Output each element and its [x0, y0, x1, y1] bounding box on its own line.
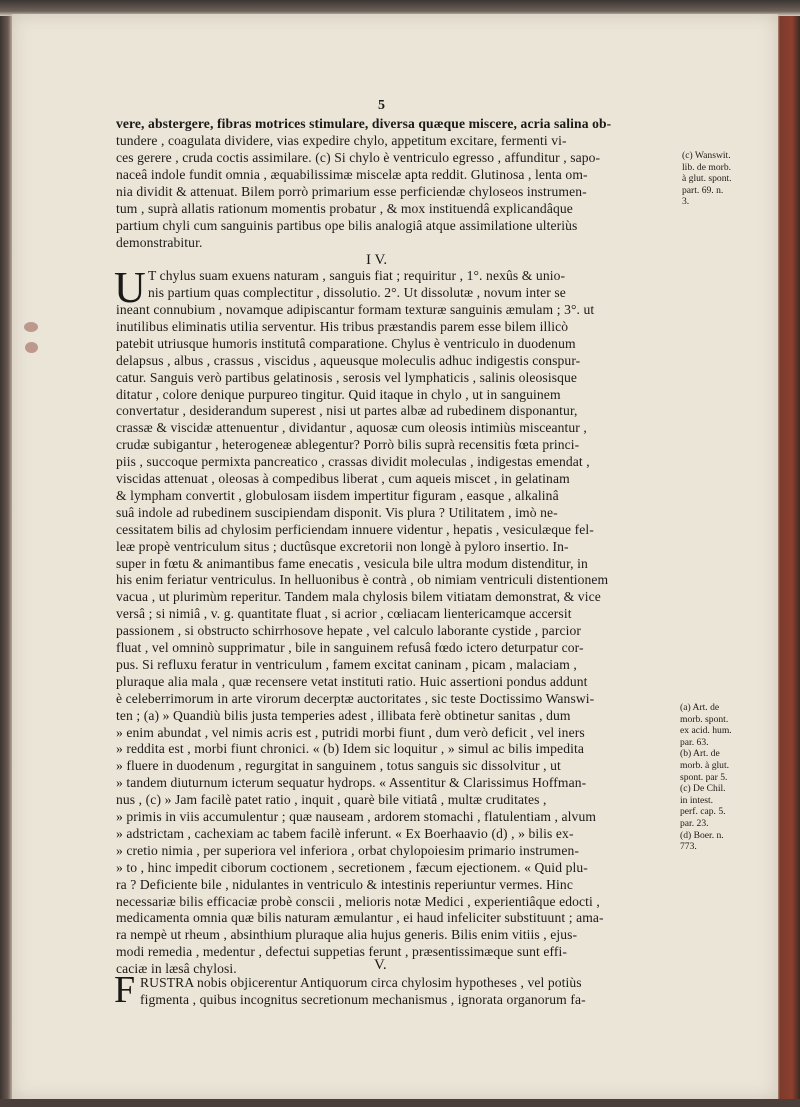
text-line: nis partium quas complectitur , dissolutio. 2°. Ut dissolutæ , novum inter se: [148, 285, 566, 300]
margin-note-line: (b) Art. de: [680, 748, 720, 760]
text-line: ten ; (a) » Quandiù bilis justa temperies adest , illibata ferè obtinetur sanitas , dum: [116, 707, 571, 723]
text-line: pluraque alia mala , quæ recensere vetat instituti ratio. Huic assertioni pondus addunt: [116, 673, 588, 689]
drop-cap-u: U: [114, 263, 146, 312]
text-line: » fluere in duodenum , regurgitat in sanguinem , totus sanguis sic dissolvitur , ut: [116, 758, 561, 774]
text-line: ineant connubium , novamque adipiscantur formam texturæ sanguinis æmulam ; 3°. ut: [116, 302, 595, 317]
text-line: » reddita est , morbi fiunt chronici. « (b) Idem sic loquitur , » simul ac bilis impedita: [116, 741, 584, 757]
text-line: ra nempè ut rheum , absinthium pluraque alia hujus generis. Bilis enim vitiis , ejus-: [116, 927, 578, 943]
text-line: his enim feriatur ventriculus. In helluonibus è contrà , ob nimiam ventriculi distentionem: [116, 572, 609, 588]
stain-mark: [25, 342, 38, 353]
text-line: » adstrictam , cachexiam ac tabem facilè inferunt. « Ex Boerhaavio (d) , » bilis ex-: [116, 825, 574, 841]
text-line: demonstrabitur.: [116, 235, 203, 250]
text-line: versâ ; si nimiâ , v. g. quantitate fluat , si acrior , cœliacam lientericamque accersit: [116, 606, 572, 622]
text-line: tundere , coagulata dividere, vias expedire chylo, appetitum excitare, fermenti vi-: [116, 133, 567, 148]
text-line: » tandem diuturnum icterum sequatur hydrops. « Assentitur & Clarissimus Hoffman-: [116, 775, 587, 791]
margin-note-line: perf. cap. 5.: [680, 806, 726, 818]
text-line: inutilibus eliminatis utilia serventur. His tribus præstandis parem esse bilem illicò: [116, 318, 569, 334]
text-line: fluat , vel omninò supprimatur , bile in sanguinem refusâ fœdo ictero deturpatur cor-: [116, 640, 584, 655]
text-line: convertatur , desiderandum superest , nisi ut partes albæ ad rubedinem disponantur,: [116, 403, 578, 419]
margin-note-line: (d) Boer. n.: [680, 829, 724, 841]
text-line: leæ propè ventriculum situs ; ductûsque excretorii non longè à pyloro insertio. In-: [116, 538, 569, 554]
text-line: » primis in viis accumulentur ; quæ nauseam , ardorem stomachi , flatulentiam , alvum: [116, 809, 597, 824]
text-line: passionem , si obstructo schirrhosove hepate , vel calculo laborante cystide , parcior: [116, 623, 581, 639]
stain-mark: [24, 322, 38, 332]
text-line: patebit utriusque humoris institutâ comparatione. Chylus è ventriculo in duodenum: [116, 335, 576, 351]
text-line: ra ? Deficiente bile , nidulantes in ventriculo & intestinis reperiuntur vermes. Hinc: [116, 876, 573, 892]
margin-note-line: à glut. spont.: [682, 173, 732, 185]
text-line: partium chyli cum sanguinis partibus ope bilis analogiâ atque assimilatione ulteriùs: [116, 218, 578, 233]
text-line: necessariæ bilis efficaciæ probè conscii , melioris notæ Medici , experientiâque edocti ,: [116, 893, 600, 909]
text-line: modi remedia , medentur , defectui suppetias ferunt , præsentissimæque sunt effi-: [116, 944, 568, 960]
text-line: nia dividit & attenuat. Bilem porrò primarium esse perficiendæ chyloseos instrumen-: [116, 184, 587, 199]
text-line: & lympham convertit , globulosam iisdem impertitur figuram , easque , alkalinâ: [116, 487, 559, 503]
text-line: nus , (c) » Jam facilè patet ratio , inquit , quarè bile vitiatâ , multæ cruditates ,: [116, 792, 547, 808]
section-heading-iv: I V.: [366, 252, 388, 268]
text-line: cessitatem bilis ad chylosim perficiendam innuere videntur , hepatis , vesiculæque fel-: [116, 521, 594, 537]
drop-cap-f: F: [114, 969, 136, 1011]
text-line: » cretio nimia , per superiora vel inferiora , orbat chylopoiesim primario instrumen-: [116, 842, 579, 858]
margin-note-line: 773.: [680, 841, 697, 853]
text-line: super in fœtu & animantibus fame enecatis , vesicula bile ultra modum distenditur, in: [116, 555, 588, 571]
text-line: naceâ indole fundit omnia , æquabilissimæ miscelæ apta reddit. Glutinosa , lenta om-: [116, 167, 588, 182]
text-line: viscidas attenuat , oleosas à compedibus liberat , cum aqueis miscet , in gelatinam: [116, 471, 570, 486]
margin-note-line: (c) Wanswit.: [682, 150, 731, 161]
text-line: T chylus suam exuens naturam , sanguis fiat ; requiritur , 1°. nexûs & unio-: [148, 268, 566, 283]
text-line: crudæ subigantur , heterogeneæ ablegentur? Porrò bilis suprà recensitis fœta princi-: [116, 437, 580, 453]
text-line: vacua , ut plurimùm reperitur. Tandem mala chylosis bilem vitiatam demonstrat, & vice: [116, 589, 601, 605]
text-line: vere, abstergere, fibras motrices stimulare, diversa quæque miscere, acria salina ob-: [116, 116, 612, 131]
text-line: » enim abundat , vel nimis acris est , putridi morbi fiunt , dum verò deficit , vel iners: [116, 724, 585, 740]
scan-bottom-edge: [0, 1099, 800, 1107]
text-line: » to , hinc impedit ciborum coctionem , secretionem , fæcum ejectionem. « Quid plu-: [116, 859, 588, 875]
text-line: figmenta , quibus incognitus secretionum mechanismus , ignorata organorum fa-: [140, 992, 586, 1007]
margin-note-line: in intest.: [680, 794, 714, 806]
margin-note-line: ex acid. hum.: [680, 725, 732, 737]
margin-note-line: (a) Art. de: [680, 702, 720, 713]
margin-note-line: par. 23.: [680, 818, 709, 829]
text-line: è celeberrimorum in arte virorum decerptæ auctoritates , sic teste Doctissimo Wanswi-: [116, 690, 595, 706]
text-line: caciæ in læsâ chylosi.: [116, 961, 237, 977]
margin-note-line: part. 69. n.: [682, 184, 724, 196]
section-heading-v: V.: [374, 957, 387, 973]
text-line: tum , suprà allatis rationum momentis probatur , & mox instituendâ explicandâque: [116, 201, 573, 216]
text-line: medicamenta omnia quæ bilis naturam æmulantur , ei haud infeliciter substituunt ; ama-: [116, 910, 604, 926]
page-number: 5: [378, 98, 385, 113]
margin-note-line: (c) De Chil.: [680, 783, 726, 795]
margin-note-line: par. 63.: [680, 736, 709, 748]
margin-note-line: 3.: [682, 196, 690, 208]
margin-note-line: spont. par 5.: [680, 771, 728, 783]
text-line: ces gerere , cruda coctis assimilare. (c) Si chylo è ventriculo egresso , affunditur , sapo-: [116, 150, 601, 165]
text-line: pus. Si refluxu feratur in ventriculum , famem excitat caninam , picam , malaciam ,: [116, 656, 577, 672]
margin-note-line: morb. à glut.: [680, 760, 730, 771]
text-line: suâ indole ad rubedinem suscipiendam disponit. Vis plura ? Utilitatem , imò ne-: [116, 504, 558, 520]
text-line: catur. Sanguis verò partibus gelatinosis , serosis vel lymphaticis , salinis oleosisque: [116, 369, 578, 385]
text-line: piis , succoque permixta pancreatico , crassas dividit moleculas , indigestas emendat ,: [116, 454, 590, 470]
margin-note-line: morb. spont.: [680, 713, 729, 725]
text-line: delapsus , albus , crassus , viscidus , aqueusque moleculis adhuc indigestis conspur-: [116, 352, 581, 368]
text-line: ditatur , colore denique purpureo tingitur. Quid itaque in chylo , ut in sanguinem: [116, 386, 561, 402]
margin-note-line: lib. de morb.: [682, 161, 732, 173]
text-line: RUSTRA nobis objicerentur Antiquorum circa chylosim hypotheses , vel potiùs: [140, 975, 582, 990]
text-line: crassæ & viscidæ attenuentur , dividantur , aquosæ cum oleosis intimiùs misceantur ,: [116, 420, 587, 436]
